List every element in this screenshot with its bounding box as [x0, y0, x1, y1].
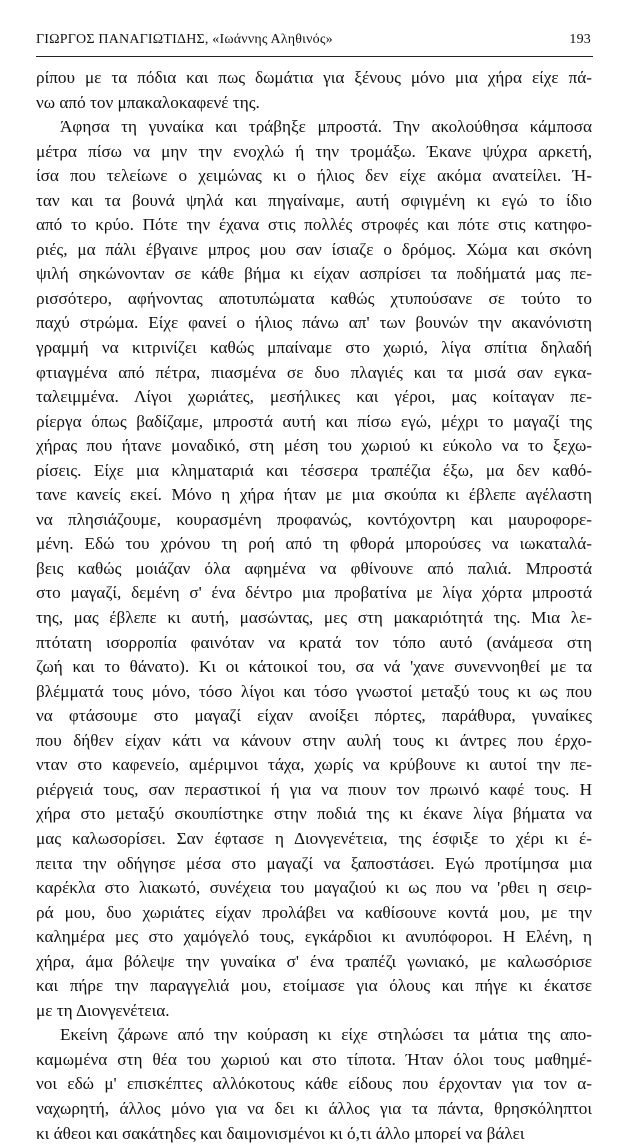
text-line: μένη. Εδώ του χρόνου τη ροή από τη φθορά μπορούσες να ιωκαταλά- [36, 534, 592, 554]
text-line: μέτρα πίσω να μην την ενοχλώ ή την τρομάξω. Έκανε ψύχρα αρκετή, [36, 141, 592, 161]
text-line: ρίπου με τα πόδια και πως δωμάτια για ξένους μόνο μια χήρα είχε πά- [36, 68, 592, 87]
paragraph [36, 66, 592, 115]
text-line: καμωμένα στη θέα του χωριού και στο τίποτα. Ήταν όλοι τους μαθημέ- [36, 1049, 592, 1069]
text-line: ρισσότερο, αφήνοντας αποτυπώματα καθώς χτυπούσανε σε τούτο το [36, 288, 592, 308]
text-line: κι άθεοι και σακάτηδες και δαιμονισμένοι κι ό,τι άλλο μπορεί να βάλει [36, 1123, 525, 1143]
running-header [36, 32, 593, 54]
paragraph [36, 115, 592, 1023]
text-line: να φτάσουμε στο μαγαζί είχαν ανοίξει πόρτες, παράθυρα, γυναίκες [36, 706, 592, 726]
text-line: νω από τον μπακαλοκαφενέ της. [36, 92, 260, 112]
text-line: να πλησιάζουμε, κουρασμένη προφανώς, κοντόχοντρη και μαυροφορε- [36, 509, 592, 529]
text-line: νταν στο καφενείο, αμέριμνοι τάχα, χωρίς να κρύβουνε κι αυτοί την πε- [36, 755, 592, 775]
body-text [36, 66, 592, 1146]
text-line: φτιαγμένα από πέτρα, πιασμένα σε δυο πλαγιές και τα μισά σαν εγκα- [36, 362, 592, 382]
text-line: ζωή και το θάνατο). Κι οι κάτοικοί του, σα νά 'χανε συνεννοηθεί με τα [36, 657, 592, 677]
text-line: βεις καθώς μοιάζαν όλα αφημένα να φθίνουνε από παλιά. Μπροστά [36, 558, 592, 578]
text-line: Εκείνη ζάρωνε από την κούραση κι είχε στηλώσει τα μάτια της απο- [60, 1025, 592, 1045]
text-line: ρίεργα όπως βαδίζαμε, μπροστά αυτή και πίσω εγώ, μέχρι το μαγαζί της [36, 411, 592, 431]
text-line: ριές, μα πάλι έβγαινε μπρος μου σαν ίσιαζε ο δρόμος. Χώμα και σκόνη [36, 239, 592, 259]
text-line: ίσα που τελείωνε ο χειμώνας κι ο ήλιος δεν είχε ακόμα ανατείλει. Ή- [36, 166, 592, 186]
text-line: χήρας που ήτανε μοναδικό, στη μέση του χωριού κι εύκολο να το ξεχω- [36, 436, 592, 456]
text-line: μας καλωσορίσει. Σαν έφτασε η Διονγενέτεια, της έσφιξε το χέρι κι έ- [36, 828, 592, 848]
page-number: 193 [569, 32, 591, 47]
text-line: ρίσεις. Είχε μια κληματαριά και τέσσερα τραπέζια έξω, μα δεν καθό- [36, 460, 592, 480]
text-line: ρά μου, δυο χωριάτες είχαν προλάβει να καθίσουνε κοντά μου, με την [36, 902, 592, 922]
text-line: πειτα την οδήγησε μέσα στο μαγαζί να ξαποστάσει. Εγώ προτίμησα μια [36, 853, 592, 873]
text-line: της, μας έβλεπε κι αυτή, μασώντας, μες στη μακαριότητά της. Μια λε- [36, 608, 592, 628]
text-line: που δήθεν είχαν κάτι να κάνουν στην αυλή τους κι άντρες που έρχο- [36, 730, 592, 750]
text-line: ψιλή σηκώνονταν σε κάθε βήμα κι είχαν ασπρίσει τα ποδήματά μας πε- [36, 264, 592, 284]
text-line: χήρα, άμα βόλεψε την γυναίκα σ' ένα τραπέζι γωνιακό, με καλωσόρισε [36, 951, 592, 971]
text-line: από το κρύο. Πότε την έχανα στις πολλές στροφές και πότε στις κατηφο- [36, 215, 592, 235]
text-line: καλημέρα μες στο χαμόγελό τους, εγκάρδιοι κι ανυπόφοροι. Η Ελένη, η [36, 927, 592, 947]
text-line: καρέκλα στο λιακωτό, συνέχεια του μαγαζιού κι ως που να 'ρθει η σειρ- [36, 878, 592, 898]
text-line: πτότατη ισορροπία φαινόταν να κρατά τον τόπο αυτό (ανάμεσα στη [36, 632, 592, 652]
text-line: με τη Διονγενέτεια. [36, 1000, 170, 1020]
text-line: παχύ στρώμα. Είχε φανεί ο ήλιος πάνω απ' των βουνών την ακανόνιστη [36, 313, 592, 333]
header-rule [36, 56, 593, 58]
text-line: ριέργειά τους, σαν περαστικοί ή για να πιουν τον πρωινό καφέ τους. Η [36, 779, 592, 799]
text-line: χήρα στο μεταξύ σκουπίστηκε στην ποδιά της κι έκανε λίγα βήματα να [36, 804, 592, 824]
text-line: γραμμή να κιτρινίζει καθώς μπαίναμε στο χωριό, λίγα σπίτια δηλαδή [36, 338, 592, 358]
text-line: και πήρε την παραγγελιά μου, ετοίμασε για όλους και πήγε κι έκατσε [36, 976, 592, 996]
text-line: ταλειμμένα. Λίγοι χωριάτες, μεσήλικες και γέροι, μας κοίταγαν πε- [36, 387, 592, 407]
text-line: ταν και τα βουνά ψηλά και πηγαίναμε, αυτή σφιγμένη κι εγώ το ίδιο [36, 190, 592, 210]
text-line: νοι εδώ μ' επισκέπτες αλλόκοτους κάθε είδους που έρχονταν για τον α- [36, 1074, 592, 1094]
text-line: Άφησα τη γυναίκα και τράβηξε μπροστά. Την ακολούθησα κάμποσα [60, 117, 592, 137]
text-line: τανε κανείς εκεί. Μόνο η χήρα ήταν με μια σκούπα κι έβλεπε αγέλαστη [36, 485, 592, 505]
text-line: ναχωρητή, άλλος μόνο για να δει κι άλλος για τα πάντα, θρησκόληπτοι [36, 1098, 592, 1118]
paragraph [36, 1023, 592, 1146]
running-title: ΓΙΩΡΓΟΣ ΠΑΝΑΓΙΩΤΙΔΗΣ, «Ιωάννης Αληθινός» [36, 32, 333, 47]
text-line: βλέμματά τους μόνο, τόσο λίγοι και τόσο γνωστοί μεταξύ τους κι ως που [36, 681, 592, 701]
text-line: στο μαγαζί, δεμένη σ' ένα δέντρο μια προβατίνα με λίγα χόρτα μπροστά [36, 583, 592, 603]
